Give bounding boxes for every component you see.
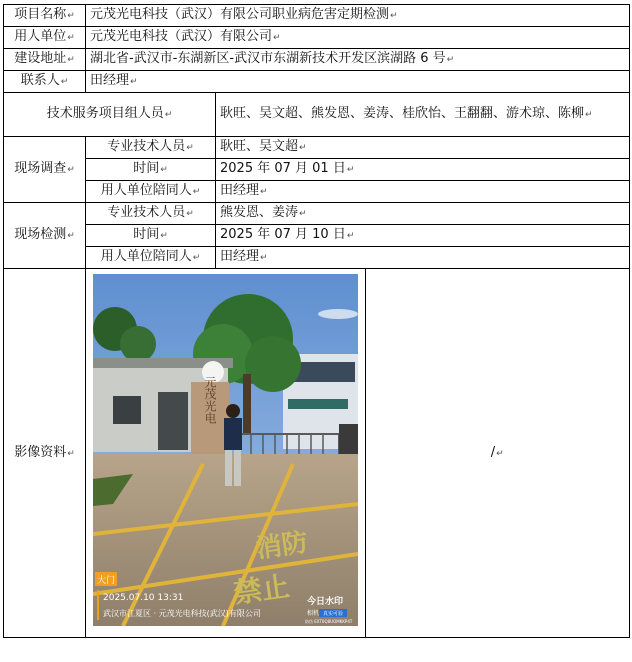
testing-label: 现场检测↵ [4, 203, 86, 269]
row-team [4, 93, 630, 137]
survey-label: 现场调查↵ [4, 137, 86, 203]
svg-text:禁止: 禁止 [231, 569, 292, 610]
project-name-label: 项目名称↵ [4, 5, 86, 27]
testing-escort-label: 用人单位陪同人↵ [86, 247, 216, 269]
survey-tech-value: 耿旺、吴文超↵ [216, 137, 630, 159]
row-testing-escort [4, 247, 630, 269]
testing-tech-label: 专业技术人员↵ [86, 203, 216, 225]
record-table [3, 4, 630, 638]
team-value: 耿旺、吴文超、熊发恩、姜涛、桂欣怡、王翻翻、游术琼、陈柳↵ [216, 93, 630, 137]
photo-timestamp: 2025.07.10 13:31 [103, 593, 184, 603]
images-label: 影像资料↵ [4, 269, 86, 638]
inspection-record-form [3, 4, 629, 658]
watermark-logo: 今日水印 [306, 597, 343, 607]
row-contact [4, 71, 630, 93]
row-survey-time [4, 159, 630, 181]
testing-time-value: 2025 年 07 月 10 日↵ [216, 225, 630, 247]
project-name-value: 元茂光电科技（武汉）有限公司职业病危害定期检测↵ [86, 5, 630, 27]
row-employer [4, 27, 630, 49]
site-photo [93, 274, 358, 626]
contact-label: 联系人↵ [4, 71, 86, 93]
row-address [4, 49, 630, 71]
address-value: 湖北省-武汉市-东湖新区-武汉市东湖新技术开发区滨湖路 6 号↵ [86, 49, 630, 71]
svg-text:相机: 相机 [307, 610, 320, 617]
contact-value: 田经理↵ [86, 71, 630, 93]
photo-location: 武汉市江夏区 · 元茂光电科技(武汉)有限公司 [103, 609, 261, 618]
survey-escort-value: 田经理↵ [216, 181, 630, 203]
empty-image-cell: /↵ [490, 444, 504, 460]
person [226, 404, 240, 418]
row-project-name [4, 5, 630, 27]
row-testing-time [4, 225, 630, 247]
svg-text:防伪 EXT0Q8UOMKKP4T: 防伪 EXT0Q8UOMKKP4T [305, 619, 353, 624]
survey-escort-label: 用人单位陪同人↵ [86, 181, 216, 203]
testing-time-label: 时间↵ [86, 225, 216, 247]
svg-text:消防: 消防 [254, 527, 310, 565]
svg-text:真实可验: 真实可验 [322, 611, 344, 617]
site-photo-image [93, 274, 358, 626]
row-survey-escort [4, 181, 630, 203]
survey-tech-label: 专业技术人员↵ [86, 137, 216, 159]
address-label: 建设地址↵ [4, 49, 86, 71]
employer-value: 元茂光电科技（武汉）有限公司↵ [86, 27, 630, 49]
svg-text:大门: 大门 [96, 576, 116, 586]
team-label: 技术服务项目组人员↵ [4, 93, 216, 137]
survey-time-value: 2025 年 07 月 01 日↵ [216, 159, 630, 181]
row-images [4, 269, 630, 638]
row-survey-tech [4, 137, 630, 159]
testing-escort-value: 田经理↵ [216, 247, 630, 269]
testing-tech-value: 熊发恩、姜涛↵ [216, 203, 630, 225]
photo-cell [86, 269, 365, 637]
svg-text:元茂光电: 元茂光电 [203, 376, 217, 424]
survey-time-label: 时间↵ [86, 159, 216, 181]
row-testing-tech [4, 203, 630, 225]
employer-label: 用人单位↵ [4, 27, 86, 49]
